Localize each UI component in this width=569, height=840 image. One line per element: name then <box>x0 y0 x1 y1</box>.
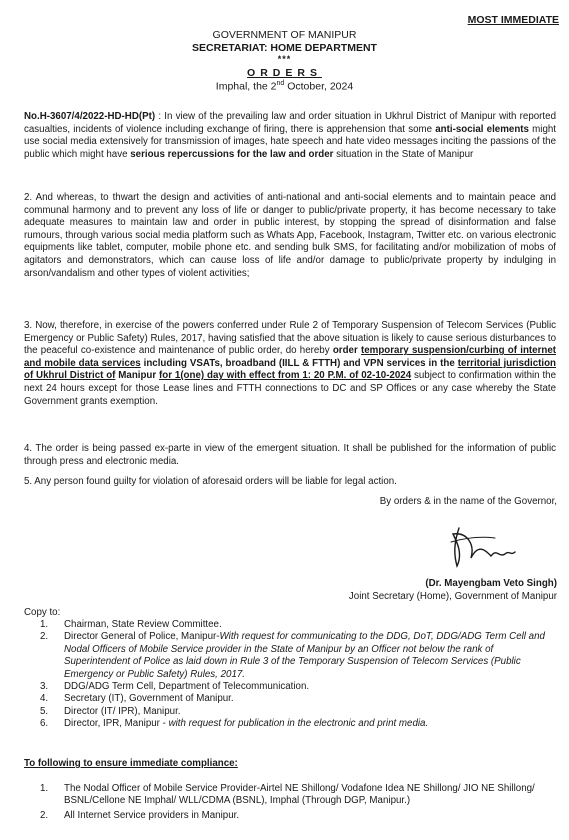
item-plain-text: Director General of Police, Manipur- <box>64 631 220 643</box>
p3-text-1: 3. Now, therefore, in exercise of the powers conferred under Rule 2 of Temporary Suspension of Telecom Services (Public Emergency or Public Safety) Rules, 2017, having satisfied that the above situation is likely to cause serious disturbances to the peaceful co-existence and maintenance of public order, do hereby <box>24 320 556 357</box>
item-number: 2. <box>40 631 49 643</box>
p1-text-2: might use social media extensively for transmission of images, hate speech and hate video messages inciting the passions of the public which might have <box>24 123 556 160</box>
order-date <box>0 80 569 93</box>
item-plain-text: Chairman, State Review Committee. <box>64 619 222 630</box>
compliance-label: To following to ensure immediate compliance: <box>24 758 238 769</box>
date-suffix: October, 2024 <box>284 80 354 93</box>
list-item <box>40 783 540 808</box>
item-number: 3. <box>40 681 49 693</box>
p3-bold-1: order <box>332 345 362 357</box>
list-item <box>40 810 540 822</box>
item-text <box>64 718 562 730</box>
paragraph-2: 2. And whereas, to thwart the design and activities of anti-national and anti-social elements and to maintain peace and communal harmony and to prevent any loss of life or danger to public/private property, it has become necessary to take adequate measures to maintain law and order in public interest, by stopping the spread of disinformation and false rumours, through various social media platform such as Whats App, Facebook, Instagram, Twitter etc. on various electronic equipments like tablet, computer, mobile phone etc. and sending bulk SMS, for facilitating and/or mobilization of mobs of agitators and demonstrators, which can cause loss of life and/or damage to public/private property by indulging in arson/vandalism and other types of violent activities; <box>24 192 556 279</box>
p3-bold-3: Manipur <box>115 370 160 382</box>
p3-bold-underline-2: territorial jurisdiction of Ukhrul District of <box>24 357 557 382</box>
p3-bold-2: including VSATs, broadband (IILL & FTTH) and VPN services in the <box>140 357 458 369</box>
paragraph-4: 4. The order is being passed ex-parte in view of the emergent situation. It shall be published for the information of public through press and electronic media. <box>24 443 556 467</box>
paragraph-1 <box>24 111 556 161</box>
p1-bold-2: serious repercussions for the law and order <box>130 148 334 160</box>
p1-text-3: situation in the State of Manipur <box>333 148 474 160</box>
by-orders-line: By orders & in the name of the Governor, <box>379 496 557 507</box>
list-item <box>40 693 562 705</box>
copy-to-label: Copy to: <box>24 607 61 618</box>
p3-bold-underline-1: temporary suspension/curbing of internet and mobile data services <box>24 345 557 369</box>
copy-to-list <box>40 619 562 731</box>
item-number: 4. <box>40 693 49 705</box>
item-number: 1. <box>40 783 49 794</box>
item-plain-text: Director, IPR, Manipur - <box>64 718 169 730</box>
signature-image <box>445 522 535 572</box>
list-item <box>40 718 562 730</box>
paragraph-3 <box>24 320 556 408</box>
item-number: 6. <box>40 718 49 730</box>
list-item <box>40 619 562 631</box>
orders-title: ORDERS <box>247 67 322 79</box>
item-plain-text: Director (IT/ IPR), Manipur. <box>64 705 181 717</box>
item-number: 2. <box>40 809 49 821</box>
date-sup: nd <box>276 80 285 87</box>
list-item <box>40 706 562 718</box>
item-text <box>64 619 562 631</box>
p3-bold-underline-3: for 1(one) day with effect from 1: 20 P.M. of 02-10-2024 <box>159 370 412 382</box>
govt-heading: GOVERNMENT OF MANIPUR <box>212 29 357 41</box>
item-text <box>64 681 562 693</box>
order-reference: No.H-3607/4/2022-HD-HD(Pt) <box>24 111 156 122</box>
item-number: 1. <box>40 619 49 630</box>
item-italic-text: With request for communicating to the DDG, DoT, DDG/ADG Term Cell and Nodal Officers of Mobile Service provider in the State of Manipur by an Officer not below the rank of Superintendent of Police as laid down in Rule 3 of the Temporary Suspension of Telecom Services (Public Emergency or Public Safety) Rules, 2017. <box>64 631 545 680</box>
p1-text-1: : In view of the prevailing law and order situation in Ukhrul District of Manipur with reported casualties, incidents of violence including exchange of firing, there is apprehension that some <box>24 111 556 135</box>
p1-bold-1: anti-social elements <box>435 123 529 135</box>
signatory-name: (Dr. Mayengbam Veto Singh) <box>425 578 557 589</box>
paragraph-5: 5. Any person found guilty for violation of aforesaid orders will be liable for legal action. <box>24 476 397 487</box>
priority-label: MOST IMMEDIATE <box>467 14 559 26</box>
item-text: All Internet Service providers in Manipur. <box>64 809 240 821</box>
signatory-designation: Joint Secretary (Home), Government of Manipur <box>348 591 557 602</box>
department-heading: SECRETARIAT: HOME DEPARTMENT <box>192 42 377 54</box>
item-text: The Nodal Officer of Mobile Service Provider-Airtel NE Shillong/ Vodafone Idea NE Shillong/ JIO NE Shillong/ BSNL/Cellone NE Imphal/ WLL/CDMA (BSNL), Imphal (Through DGP, Manipur.) <box>64 783 535 807</box>
list-item <box>40 631 562 681</box>
item-italic-text: with request for publication in the electronic and print media. <box>168 718 429 730</box>
item-plain-text: Secretary (IT), Government of Manipur. <box>64 693 234 705</box>
item-plain-text: DDG/ADG Term Cell, Department of Telecommunication. <box>64 681 310 693</box>
item-text <box>64 631 562 681</box>
item-text <box>64 693 562 705</box>
item-number: 5. <box>40 705 49 717</box>
p3-text-2: subject to confirmation within the next 24 hours except for those Lease lines and FTTH connections to DC and SP Offices or any case whereby the State Government grants exemption. <box>24 370 556 407</box>
stars-divider: *** <box>277 54 292 64</box>
compliance-list <box>40 783 540 824</box>
item-text <box>64 706 562 718</box>
date-prefix: Imphal, the 2 <box>215 80 277 93</box>
list-item <box>40 681 562 693</box>
